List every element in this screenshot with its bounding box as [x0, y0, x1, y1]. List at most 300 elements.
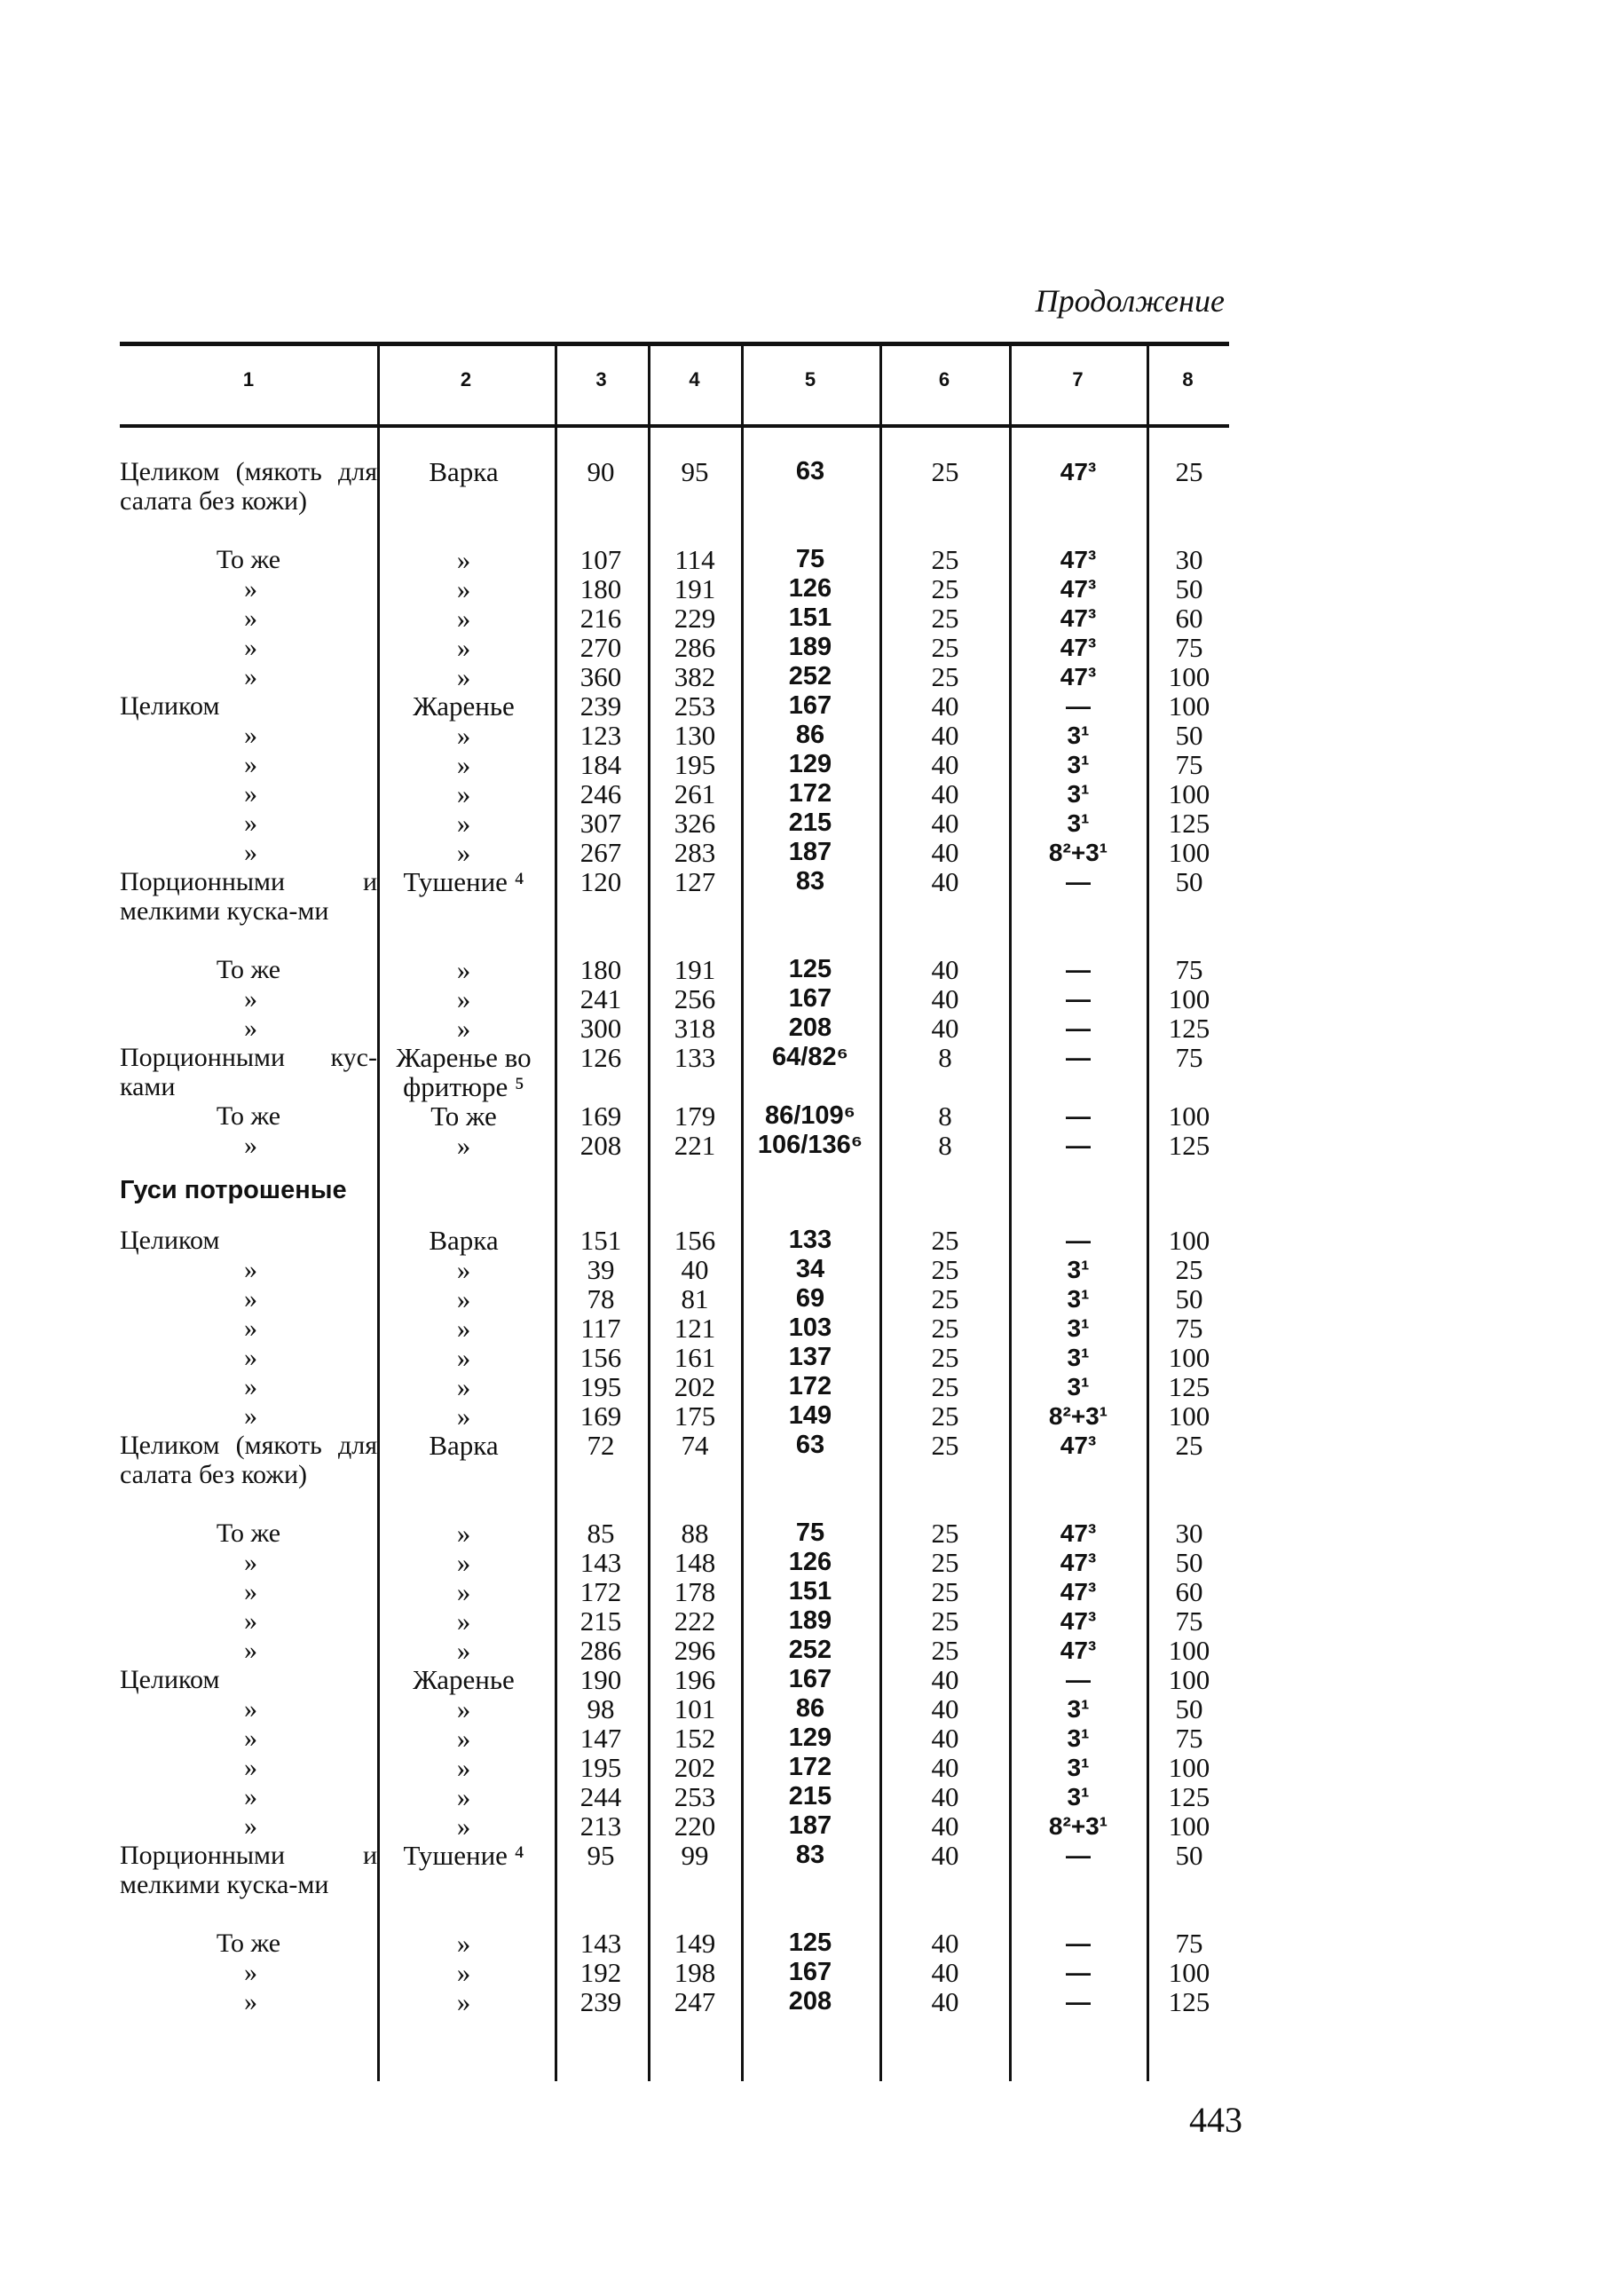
- cell-col-4: 175: [674, 1400, 716, 1432]
- cell-col-6: 40: [931, 1986, 959, 2017]
- cell-col-1: »: [244, 1811, 257, 1841]
- cell-col-3: 239: [579, 690, 622, 722]
- cell-col-6: 25: [931, 1430, 959, 1461]
- cell-col-4: 152: [674, 1723, 716, 1754]
- cell-col-3: 208: [579, 1130, 622, 1161]
- table-row: [120, 1665, 1229, 1694]
- cell-col-2: Жаренье во фритюре ⁵: [396, 1042, 532, 1102]
- table-row: [120, 604, 1229, 633]
- cell-col-5: 75: [795, 1519, 825, 1547]
- cell-col-5: 252: [788, 1636, 832, 1664]
- cell-col-2: То же: [430, 1100, 497, 1132]
- cell-col-6: 25: [931, 661, 959, 692]
- cell-col-8: 50: [1175, 720, 1203, 751]
- cell-col-7: 47³: [1060, 604, 1097, 632]
- cell-col-1: Целиком: [120, 691, 220, 721]
- cell-col-3: 151: [579, 1225, 622, 1256]
- cell-col-8: 50: [1175, 866, 1203, 897]
- table-row: [120, 750, 1229, 779]
- cell-col-6: 25: [931, 1518, 959, 1549]
- column-header: 5: [804, 368, 816, 390]
- cell-col-4: 221: [674, 1130, 716, 1161]
- cell-col-2: »: [456, 1605, 471, 1637]
- cell-col-5: 64/82⁶: [772, 1043, 848, 1071]
- cell-col-3: 216: [579, 603, 622, 634]
- cell-col-8: 100: [1168, 1752, 1210, 1783]
- table-row: [120, 662, 1229, 691]
- cell-col-3: 98: [587, 1693, 615, 1724]
- cell-col-7: —: [1066, 1842, 1091, 1869]
- cell-col-6: 40: [931, 1013, 959, 1044]
- table-row: [120, 1043, 1229, 1101]
- cell-col-4: 95: [681, 456, 709, 487]
- cell-col-7: 8²+3¹: [1048, 1812, 1108, 1840]
- table-row: [120, 1636, 1229, 1665]
- cell-col-6: 25: [931, 1283, 959, 1314]
- cell-col-7: 3¹: [1067, 1783, 1090, 1810]
- cell-col-1: »: [244, 1694, 257, 1724]
- cell-col-8: 100: [1168, 1342, 1210, 1373]
- cell-col-3: 107: [579, 544, 622, 575]
- table-row: [120, 1014, 1229, 1043]
- cell-col-6: 40: [931, 866, 959, 897]
- cell-col-4: 40: [681, 1254, 709, 1285]
- cell-col-4: 202: [674, 1752, 716, 1783]
- cell-col-2: Варка: [429, 456, 499, 487]
- cell-col-5: 129: [788, 1724, 832, 1752]
- cell-col-4: 220: [674, 1810, 716, 1842]
- cell-col-1: То же: [216, 1929, 281, 1958]
- cell-col-3: 180: [579, 954, 622, 985]
- cell-col-4: 196: [674, 1664, 716, 1695]
- cell-col-1: »: [244, 1314, 257, 1343]
- table-row: [120, 545, 1229, 574]
- cell-col-5: 126: [788, 574, 832, 603]
- cell-col-6: 40: [931, 720, 959, 751]
- cell-col-5: 151: [788, 1577, 832, 1605]
- cell-col-2: »: [456, 632, 471, 663]
- cell-col-4: 202: [674, 1371, 716, 1402]
- cell-col-8: 100: [1168, 1225, 1210, 1256]
- cell-col-5: 103: [788, 1314, 832, 1342]
- cell-col-2: »: [456, 1635, 471, 1666]
- cell-col-8: 100: [1168, 1635, 1210, 1666]
- cell-col-3: 241: [579, 983, 622, 1014]
- cell-col-4: 318: [674, 1013, 716, 1044]
- cell-col-3: 239: [579, 1986, 622, 2017]
- cell-col-4: 121: [674, 1313, 716, 1344]
- cell-col-6: 40: [931, 954, 959, 985]
- cell-col-8: 100: [1168, 1957, 1210, 1988]
- table-row: [120, 457, 1229, 545]
- cell-col-7: 47³: [1060, 663, 1097, 690]
- cell-col-6: 40: [931, 749, 959, 780]
- cell-col-4: 99: [681, 1840, 709, 1871]
- cell-col-6: 40: [931, 690, 959, 722]
- cell-col-5: 167: [788, 1665, 832, 1693]
- table-header-rule: [120, 424, 1229, 428]
- cell-col-8: 75: [1175, 1928, 1203, 1959]
- column-header: 7: [1072, 368, 1084, 390]
- table-row: [120, 1431, 1229, 1519]
- cell-col-8: 25: [1175, 1430, 1203, 1461]
- cell-col-2: »: [456, 1752, 471, 1783]
- cell-col-7: 47³: [1060, 575, 1097, 603]
- cell-col-2: »: [456, 1723, 471, 1754]
- column-header: 2: [460, 368, 472, 390]
- cell-col-1: »: [244, 984, 257, 1014]
- table-row: [120, 984, 1229, 1014]
- cell-col-3: 307: [579, 808, 622, 839]
- cell-col-3: 156: [579, 1342, 622, 1373]
- cell-col-3: 213: [579, 1810, 622, 1842]
- cell-col-8: 100: [1168, 1400, 1210, 1432]
- cell-col-3: 95: [587, 1840, 615, 1871]
- cell-col-5: 63: [795, 457, 825, 485]
- cell-col-5: 189: [788, 1606, 832, 1635]
- cell-col-2: »: [456, 1342, 471, 1373]
- cell-col-8: 75: [1175, 1605, 1203, 1637]
- cell-col-1: »: [244, 779, 257, 809]
- table-row: [120, 1782, 1229, 1811]
- cell-col-1: »: [244, 1131, 257, 1160]
- table-row: [120, 1929, 1229, 1958]
- cell-col-7: —: [1066, 1988, 1091, 2016]
- cell-col-8: 30: [1175, 1518, 1203, 1549]
- cell-col-4: 156: [674, 1225, 716, 1256]
- table-top-rule: [120, 342, 1229, 346]
- cell-col-8: 60: [1175, 603, 1203, 634]
- cell-col-5: 129: [788, 750, 832, 778]
- cell-col-4: 127: [674, 866, 716, 897]
- cell-col-2: Тушение ⁴: [403, 866, 524, 897]
- cell-col-5: 167: [788, 984, 832, 1013]
- cell-col-4: 178: [674, 1576, 716, 1607]
- cell-col-6: 40: [931, 1957, 959, 1988]
- cell-col-2: »: [456, 573, 471, 604]
- table-row: [120, 1606, 1229, 1636]
- table-row: [120, 1987, 1229, 2016]
- cell-col-3: 169: [579, 1400, 622, 1432]
- cell-col-1: »: [244, 1987, 257, 2016]
- cell-col-8: 100: [1168, 778, 1210, 809]
- cell-col-6: 25: [931, 456, 959, 487]
- cell-col-1: »: [244, 1577, 257, 1606]
- cell-col-1: »: [244, 838, 257, 867]
- cell-col-5: 75: [795, 545, 825, 573]
- cell-col-4: 101: [674, 1693, 716, 1724]
- cell-col-7: 8²+3¹: [1048, 839, 1108, 866]
- cell-col-3: 143: [579, 1928, 622, 1959]
- cell-col-4: 229: [674, 603, 716, 634]
- column-header: 1: [242, 368, 255, 390]
- cell-col-7: 47³: [1060, 1549, 1097, 1576]
- cell-col-5: 86: [795, 721, 825, 749]
- cell-col-1: »: [244, 1753, 257, 1782]
- cell-col-7: 3¹: [1067, 751, 1090, 778]
- cell-col-4: 286: [674, 632, 716, 663]
- table-row: [120, 633, 1229, 662]
- table-row: [120, 1131, 1229, 1160]
- cell-col-3: 78: [587, 1283, 615, 1314]
- cell-col-4: 130: [674, 720, 716, 751]
- cell-col-8: 100: [1168, 1664, 1210, 1695]
- cell-col-7: —: [1066, 1132, 1091, 1159]
- cell-col-8: 75: [1175, 749, 1203, 780]
- cell-col-3: 172: [579, 1576, 622, 1607]
- cell-col-6: 25: [931, 1400, 959, 1432]
- table-row: [120, 1724, 1229, 1753]
- cell-col-3: 120: [579, 866, 622, 897]
- cell-col-2: »: [456, 1781, 471, 1812]
- cell-col-7: 3¹: [1067, 1754, 1090, 1781]
- table-row: [120, 867, 1229, 955]
- cell-col-5: 34: [795, 1255, 825, 1283]
- cell-col-5: 106/136⁶: [757, 1131, 863, 1159]
- cell-col-8: 50: [1175, 573, 1203, 604]
- cell-col-8: 125: [1168, 808, 1210, 839]
- cell-col-2: Варка: [429, 1225, 499, 1256]
- cell-col-6: 40: [931, 1693, 959, 1724]
- cell-col-2: »: [456, 808, 471, 839]
- cell-col-1: »: [244, 1255, 257, 1284]
- cell-col-4: 195: [674, 749, 716, 780]
- column-header: 3: [595, 368, 607, 390]
- cell-col-2: »: [456, 603, 471, 634]
- cell-col-7: 3¹: [1067, 1344, 1090, 1371]
- cell-col-2: »: [456, 1693, 471, 1724]
- cell-col-2: »: [456, 661, 471, 692]
- cell-col-2: »: [456, 837, 471, 868]
- cell-col-2: »: [456, 1400, 471, 1432]
- cell-col-2: »: [456, 544, 471, 575]
- cell-col-5: 149: [788, 1401, 832, 1430]
- cell-col-5: 151: [788, 604, 832, 632]
- cell-col-1: Целиком: [120, 1226, 220, 1255]
- cell-col-7: —: [1066, 692, 1091, 720]
- cell-col-6: 25: [931, 1313, 959, 1344]
- cell-col-3: 244: [579, 1781, 622, 1812]
- cell-col-6: 25: [931, 1605, 959, 1637]
- section-title: Гуси потрошеные: [120, 1176, 347, 1204]
- cell-col-4: 256: [674, 983, 716, 1014]
- cell-col-4: 148: [674, 1547, 716, 1578]
- cell-col-6: 40: [931, 1928, 959, 1959]
- cell-col-1: »: [244, 1372, 257, 1401]
- cell-col-6: 25: [931, 632, 959, 663]
- cell-col-4: 149: [674, 1928, 716, 1959]
- cell-col-4: 261: [674, 778, 716, 809]
- cell-col-2: »: [456, 1313, 471, 1344]
- cell-col-8: 60: [1175, 1576, 1203, 1607]
- cell-col-1: То же: [216, 955, 281, 984]
- cell-col-7: 3¹: [1067, 1256, 1090, 1283]
- cell-col-7: —: [1066, 1959, 1091, 1986]
- cell-col-8: 25: [1175, 456, 1203, 487]
- cell-col-8: 50: [1175, 1547, 1203, 1578]
- table-row: [120, 955, 1229, 984]
- cell-col-5: 86: [795, 1694, 825, 1723]
- cell-col-3: 195: [579, 1371, 622, 1402]
- cell-col-1: Целиком (мякоть для салата без кожи): [120, 457, 377, 516]
- cell-col-8: 50: [1175, 1840, 1203, 1871]
- cell-col-2: »: [456, 1371, 471, 1402]
- nutrition-table: [120, 342, 1229, 2081]
- cell-col-3: 72: [587, 1430, 615, 1461]
- cell-col-6: 25: [931, 1342, 959, 1373]
- cell-col-7: 47³: [1060, 458, 1097, 485]
- cell-col-6: 8: [938, 1100, 952, 1132]
- cell-col-7: —: [1066, 956, 1091, 983]
- table-row: [120, 1519, 1229, 1548]
- cell-col-5: 208: [788, 1987, 832, 2016]
- column-header: 8: [1182, 368, 1194, 390]
- cell-col-7: 47³: [1060, 546, 1097, 573]
- cell-col-8: 125: [1168, 1013, 1210, 1044]
- cell-col-7: 47³: [1060, 1519, 1097, 1547]
- cell-col-1: Порционными и мелкими куска-ми: [120, 867, 377, 926]
- cell-col-6: 40: [931, 1781, 959, 1812]
- cell-col-6: 40: [931, 1810, 959, 1842]
- cell-col-5: 252: [788, 662, 832, 690]
- cell-col-4: 382: [674, 661, 716, 692]
- cell-col-2: »: [456, 1957, 471, 1988]
- cell-col-3: 195: [579, 1752, 622, 1783]
- cell-col-2: »: [456, 983, 471, 1014]
- cell-col-3: 360: [579, 661, 622, 692]
- cell-col-7: 3¹: [1067, 1285, 1090, 1313]
- table-row: [120, 1841, 1229, 1929]
- cell-col-5: 83: [795, 867, 825, 895]
- cell-col-5: 86/109⁶: [764, 1101, 856, 1130]
- cell-col-2: Тушение ⁴: [403, 1840, 524, 1871]
- cell-col-4: 283: [674, 837, 716, 868]
- cell-col-2: »: [456, 1283, 471, 1314]
- cell-col-6: 40: [931, 1723, 959, 1754]
- cell-col-3: 85: [587, 1518, 615, 1549]
- cell-col-1: »: [244, 1401, 257, 1431]
- cell-col-7: 3¹: [1067, 1724, 1090, 1752]
- table-row: [120, 1811, 1229, 1841]
- cell-col-8: 75: [1175, 1723, 1203, 1754]
- cell-col-1: »: [244, 809, 257, 838]
- cell-col-4: 81: [681, 1283, 709, 1314]
- cell-col-8: 125: [1168, 1130, 1210, 1161]
- cell-col-6: 25: [931, 544, 959, 575]
- cell-col-8: 125: [1168, 1371, 1210, 1402]
- cell-col-5: 208: [788, 1014, 832, 1042]
- table-row: [120, 1255, 1229, 1284]
- table-row: [120, 1314, 1229, 1343]
- table-body: [120, 457, 1229, 2016]
- cell-col-3: 39: [587, 1254, 615, 1285]
- cell-col-7: 47³: [1060, 1578, 1097, 1605]
- cell-col-1: Целиком (мякоть для салата без кожи): [120, 1431, 377, 1489]
- column-header: 4: [689, 368, 700, 390]
- cell-col-4: 247: [674, 1986, 716, 2017]
- cell-col-1: »: [244, 1548, 257, 1577]
- cell-col-6: 25: [931, 573, 959, 604]
- cell-col-7: 3¹: [1067, 780, 1090, 808]
- table-row: [120, 1694, 1229, 1724]
- cell-col-7: —: [1066, 1044, 1091, 1071]
- cell-col-6: 40: [931, 1664, 959, 1695]
- cell-col-7: 3¹: [1067, 1695, 1090, 1723]
- cell-col-6: 40: [931, 808, 959, 839]
- cell-col-6: 25: [931, 603, 959, 634]
- cell-col-5: 63: [795, 1431, 825, 1459]
- cell-col-5: 125: [788, 1929, 832, 1957]
- cell-col-4: 191: [674, 573, 716, 604]
- cell-col-7: 47³: [1060, 1432, 1097, 1459]
- cell-col-3: 190: [579, 1664, 622, 1695]
- cell-col-7: —: [1066, 1102, 1091, 1130]
- cell-col-6: 40: [931, 1752, 959, 1783]
- cell-col-1: »: [244, 721, 257, 750]
- cell-col-3: 147: [579, 1723, 622, 1754]
- cell-col-4: 253: [674, 1781, 716, 1812]
- cell-col-1: »: [244, 1782, 257, 1811]
- cell-col-1: »: [244, 1284, 257, 1314]
- table-row: [120, 1753, 1229, 1782]
- cell-col-6: 25: [931, 1254, 959, 1285]
- cell-col-8: 75: [1175, 954, 1203, 985]
- section-heading-row: [120, 1160, 1229, 1226]
- cell-col-7: 8²+3¹: [1048, 1402, 1108, 1430]
- table-continuation-caption: Продолжение: [1035, 283, 1225, 319]
- cell-col-5: 187: [788, 838, 832, 866]
- table-row: [120, 1372, 1229, 1401]
- cell-col-5: 167: [788, 691, 832, 720]
- cell-col-4: 74: [681, 1430, 709, 1461]
- cell-col-6: 25: [931, 1371, 959, 1402]
- cell-col-8: 100: [1168, 1100, 1210, 1132]
- cell-col-7: 3¹: [1067, 722, 1090, 749]
- cell-col-3: 90: [587, 456, 615, 487]
- cell-col-5: 69: [795, 1284, 825, 1313]
- cell-col-6: 8: [938, 1130, 952, 1161]
- cell-col-2: »: [456, 1928, 471, 1959]
- cell-col-4: 114: [674, 544, 715, 575]
- table-row: [120, 1284, 1229, 1314]
- cell-col-7: —: [1066, 1014, 1091, 1042]
- cell-col-3: 180: [579, 573, 622, 604]
- cell-col-2: »: [456, 720, 471, 751]
- cell-col-1: То же: [216, 1519, 281, 1548]
- cell-col-3: 123: [579, 720, 622, 751]
- cell-col-5: 172: [788, 1753, 832, 1781]
- cell-col-3: 246: [579, 778, 622, 809]
- cell-col-2: »: [456, 1547, 471, 1578]
- cell-col-2: »: [456, 1810, 471, 1842]
- cell-col-7: 47³: [1060, 1607, 1097, 1635]
- cell-col-2: »: [456, 1986, 471, 2017]
- cell-col-1: »: [244, 1724, 257, 1753]
- cell-col-2: »: [456, 1254, 471, 1285]
- cell-col-7: 47³: [1060, 634, 1097, 661]
- cell-col-4: 88: [681, 1518, 709, 1549]
- cell-col-8: 75: [1175, 632, 1203, 663]
- table-row: [120, 779, 1229, 809]
- cell-col-6: 40: [931, 983, 959, 1014]
- column-header: 6: [938, 368, 950, 390]
- cell-col-8: 125: [1168, 1986, 1210, 2017]
- table-row: [120, 1101, 1229, 1131]
- cell-col-1: »: [244, 750, 257, 779]
- cell-col-8: 50: [1175, 1693, 1203, 1724]
- cell-col-7: —: [1066, 868, 1091, 895]
- cell-col-8: 75: [1175, 1313, 1203, 1344]
